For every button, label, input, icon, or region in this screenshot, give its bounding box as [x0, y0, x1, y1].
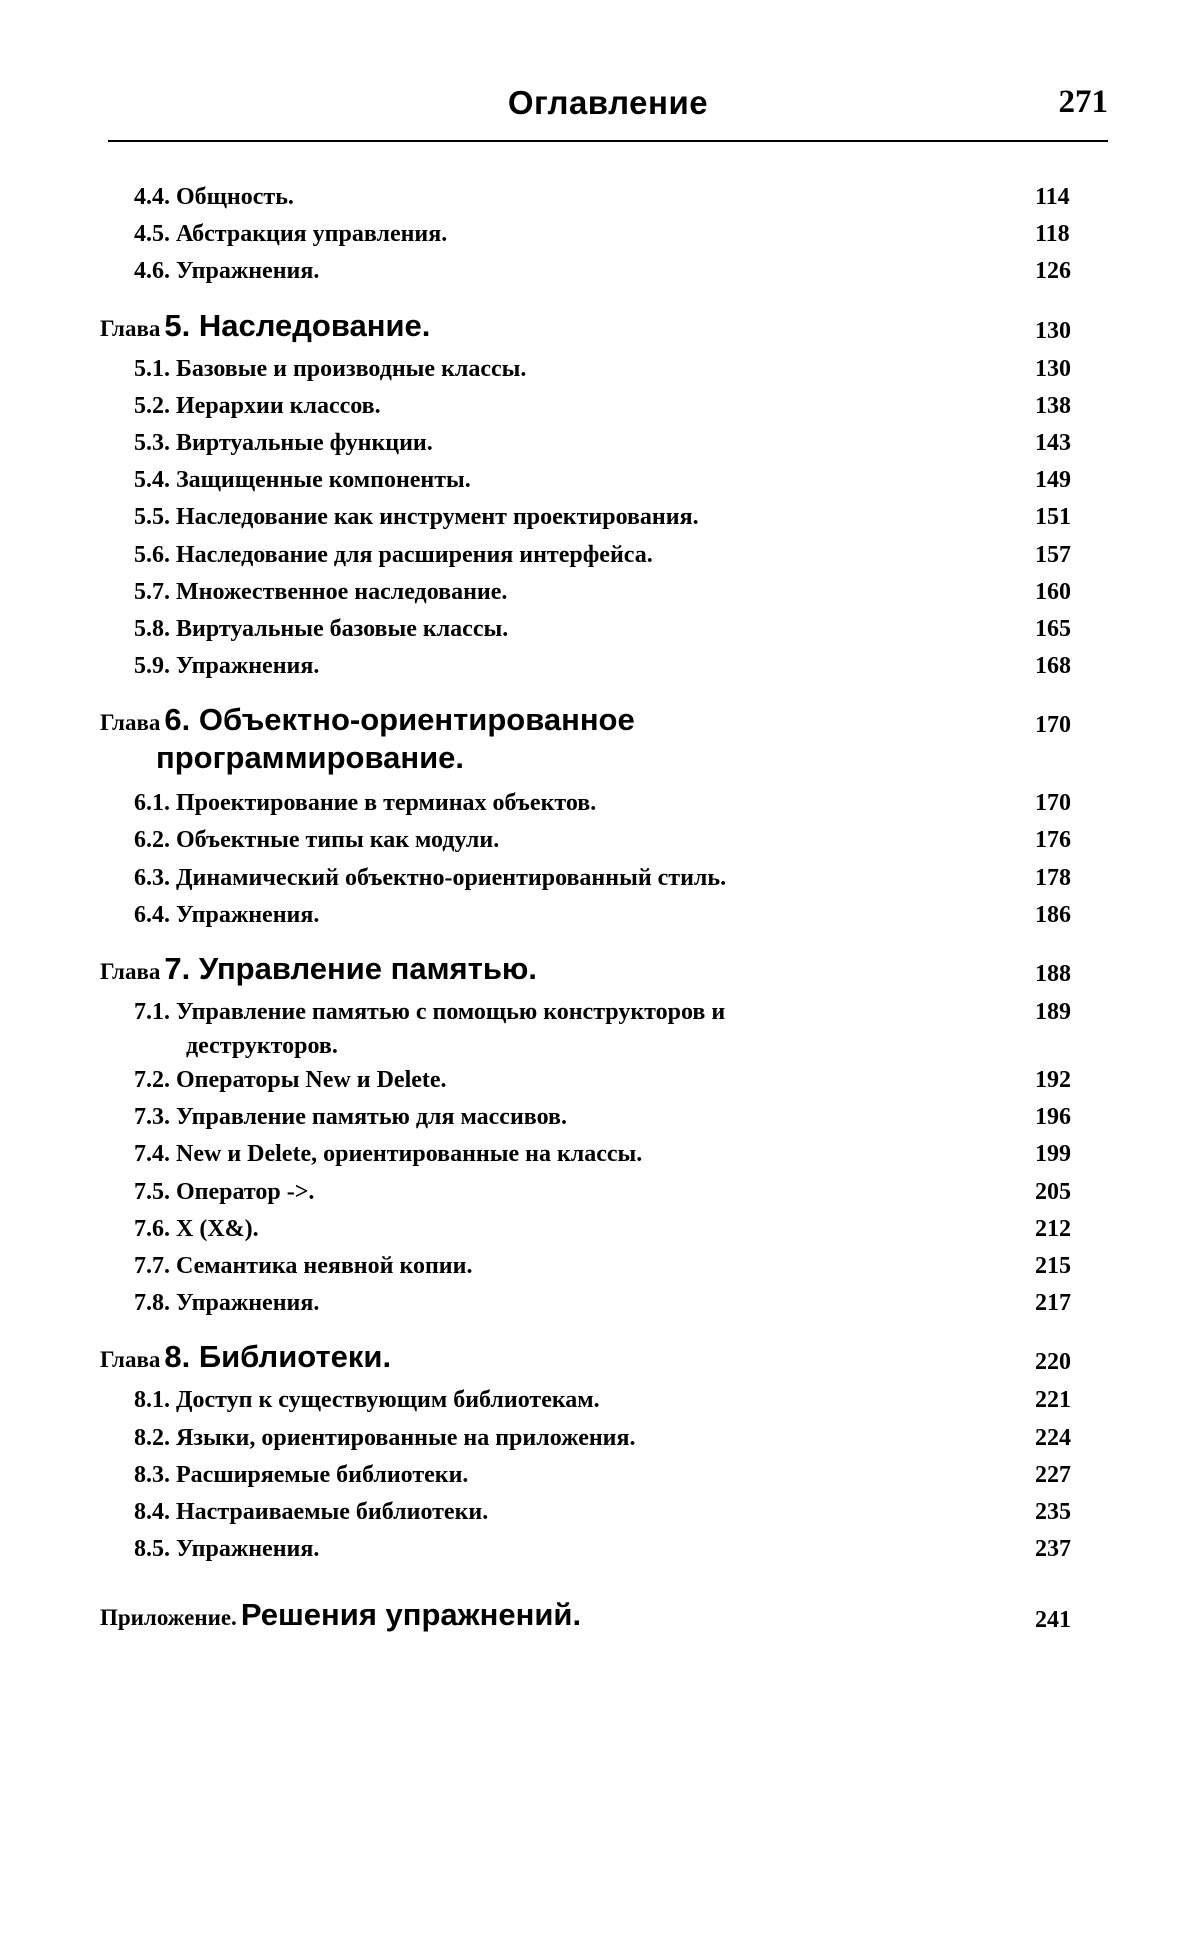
toc-entry — [100, 180, 1110, 217]
toc-entry — [100, 1383, 1110, 1420]
chapter-5-items — [100, 352, 1110, 687]
toc-page — [100, 0, 1110, 1950]
toc-entry-text-continued: деструкторов. — [186, 1033, 338, 1059]
toc-entry-page: 235 — [1035, 1498, 1071, 1525]
toc-entry-page: 212 — [1035, 1215, 1071, 1242]
toc-entry-page: 126 — [1035, 258, 1071, 285]
toc-entry-page: 157 — [1035, 541, 1071, 568]
header-title: Оглавление — [507, 84, 709, 121]
toc-entry — [100, 1175, 1110, 1212]
toc-entry-text: 6.1. Проектирование в терминах объектов. — [134, 790, 597, 817]
toc-entry-page: 192 — [1035, 1067, 1071, 1093]
chapter-prefix: Глава — [100, 710, 161, 736]
toc-entry — [100, 426, 1110, 463]
toc-entry — [100, 1063, 1110, 1100]
toc-entry-page: 114 — [1035, 184, 1070, 210]
toc-entry-text: 7.1. Управление памятью с помощью конструкторов и — [134, 999, 726, 1025]
toc-entry-page: 221 — [1035, 1387, 1071, 1414]
toc-entry-text: 6.2. Объектные типы как модули. — [134, 827, 500, 854]
toc-entry-page: 215 — [1035, 1252, 1071, 1279]
toc-entry-page: 168 — [1035, 653, 1071, 680]
toc-entry — [100, 1137, 1110, 1174]
chapter-prefix: Глава — [100, 315, 161, 341]
toc-entry — [100, 1100, 1110, 1137]
chapter-page: 188 — [1035, 961, 1071, 987]
toc-entry-page: 199 — [1035, 1141, 1071, 1168]
toc-entry — [100, 352, 1110, 389]
toc-entry-text: 7.3. Управление памятью для массивов. — [134, 1104, 567, 1131]
toc-entry-text: 6.4. Упражнения. — [134, 901, 320, 928]
chapter-page: 130 — [1035, 317, 1071, 344]
toc-entry-text: 7.5. Оператор ->. — [134, 1178, 315, 1205]
toc-entry-text: 4.5. Абстракция управления. — [134, 221, 448, 248]
toc-entry — [100, 898, 1110, 935]
toc-entry-page: 118 — [1035, 221, 1070, 248]
toc-entry-text: 5.4. Защищенные компоненты. — [134, 467, 471, 494]
table-of-contents — [100, 180, 1110, 1641]
toc-entry — [100, 861, 1110, 898]
chapter-page: 220 — [1035, 1349, 1071, 1376]
toc-entry-text: 5.9. Упражнения. — [134, 653, 320, 680]
toc-entry-text: 4.6. Упражнения. — [134, 258, 320, 285]
chapter-7-items — [100, 1063, 1110, 1323]
toc-entry-page: 227 — [1035, 1461, 1071, 1488]
toc-entry-text: 7.4. New и Delete, ориентированные на классы. — [134, 1141, 643, 1168]
toc-entry-text: 7.2. Операторы New и Delete. — [134, 1067, 447, 1093]
toc-entry-page: 143 — [1035, 429, 1071, 456]
toc-entry — [100, 389, 1110, 426]
chapter-prefix: Глава — [100, 1347, 161, 1373]
toc-entry — [100, 538, 1110, 575]
toc-entry-page: 165 — [1035, 615, 1071, 642]
toc-entry — [100, 500, 1110, 537]
toc-entry-text: 6.3. Динамический объектно-ориентированный стиль. — [134, 864, 727, 891]
toc-entry-text: 5.3. Виртуальные функции. — [134, 429, 433, 456]
toc-entry-text: 8.4. Настраиваемые библиотеки. — [134, 1498, 489, 1525]
chapter-title: 5. Наследование. — [164, 307, 431, 343]
toc-entry-text: 5.1. Базовые и производные классы. — [134, 355, 527, 382]
chapter-title-continued: программирование. — [156, 740, 465, 776]
toc-entry — [100, 1286, 1110, 1323]
toc-entry — [100, 575, 1110, 612]
toc-entry-page: 217 — [1035, 1290, 1071, 1317]
toc-entry-page: 149 — [1035, 467, 1071, 494]
toc-entry — [100, 1249, 1110, 1286]
chapter-title: 7. Управление памятью. — [164, 951, 537, 986]
toc-entry-text: 4.4. Общность. — [134, 184, 294, 210]
toc-entry-text: 5.7. Множественное наследование. — [134, 578, 508, 605]
chapter-heading — [100, 308, 1110, 352]
appendix-page: 241 — [1035, 1607, 1071, 1634]
chapter-8-items — [100, 1383, 1110, 1569]
toc-entry-page: 196 — [1035, 1104, 1071, 1131]
toc-entry — [100, 254, 1110, 291]
chapter-prefix: Глава — [100, 959, 161, 984]
toc-entry — [100, 612, 1110, 649]
toc-entry-page: 186 — [1035, 901, 1071, 928]
toc-entry-text: 7.6. X (X&). — [134, 1215, 259, 1242]
chapter-heading — [100, 702, 1110, 786]
toc-entry-page: 176 — [1035, 827, 1071, 854]
header-page-number: 271 — [1058, 84, 1108, 120]
toc-entry-page: 151 — [1035, 504, 1071, 531]
chapter-title: 6. Объектно-ориентированное — [164, 702, 635, 738]
toc-entry-text: 8.5. Упражнения. — [134, 1536, 320, 1563]
toc-entry-page: 189 — [1035, 999, 1071, 1025]
toc-entry-text: 8.2. Языки, ориентированные на приложения. — [134, 1424, 636, 1451]
toc-entry — [100, 1212, 1110, 1249]
toc-entry-page: 237 — [1035, 1536, 1071, 1563]
appendix-title: Решения упражнений. — [240, 1597, 582, 1633]
toc-entry — [100, 1495, 1110, 1532]
toc-entry — [100, 217, 1110, 254]
chapter-page: 170 — [1035, 712, 1071, 739]
chapter-heading — [100, 1339, 1110, 1383]
appendix-heading — [100, 1597, 1110, 1641]
toc-entry-page: 170 — [1035, 790, 1071, 817]
header-rule — [108, 140, 1108, 142]
toc-entry-page: 160 — [1035, 578, 1071, 605]
toc-entry-text: 5.8. Виртуальные базовые классы. — [134, 615, 509, 642]
toc-entry-page: 224 — [1035, 1424, 1071, 1451]
toc-entry-page: 178 — [1035, 864, 1071, 891]
toc-entry — [100, 786, 1110, 823]
toc-entry — [100, 1532, 1110, 1569]
toc-entry-text: 5.6. Наследование для расширения интерфейса. — [134, 541, 653, 568]
chapter-heading — [100, 951, 1110, 995]
chapter-4-tail — [100, 180, 1110, 292]
toc-entry-page: 205 — [1035, 1178, 1071, 1205]
toc-entry — [100, 1458, 1110, 1495]
chapter-6-items — [100, 786, 1110, 935]
toc-entry-text: 8.3. Расширяемые библиотеки. — [134, 1461, 469, 1488]
toc-entry-text: 8.1. Доступ к существующим библиотекам. — [134, 1387, 600, 1414]
chapter-title: 8. Библиотеки. — [164, 1339, 392, 1375]
toc-entry-text: 7.8. Упражнения. — [134, 1290, 320, 1317]
toc-entry — [100, 995, 1110, 1063]
toc-entry-page: 138 — [1035, 392, 1071, 419]
toc-entry — [100, 1421, 1110, 1458]
toc-entry-page: 130 — [1035, 355, 1071, 382]
toc-entry — [100, 649, 1110, 686]
toc-entry-text: 5.2. Иерархии классов. — [134, 392, 381, 419]
toc-entry — [100, 823, 1110, 860]
toc-entry-text: 7.7. Семантика неявной копии. — [134, 1252, 473, 1279]
running-header — [108, 84, 1108, 136]
toc-entry-text: 5.5. Наследование как инструмент проектирования. — [134, 504, 699, 531]
toc-entry — [100, 463, 1110, 500]
appendix-prefix: Приложение. — [100, 1605, 237, 1631]
